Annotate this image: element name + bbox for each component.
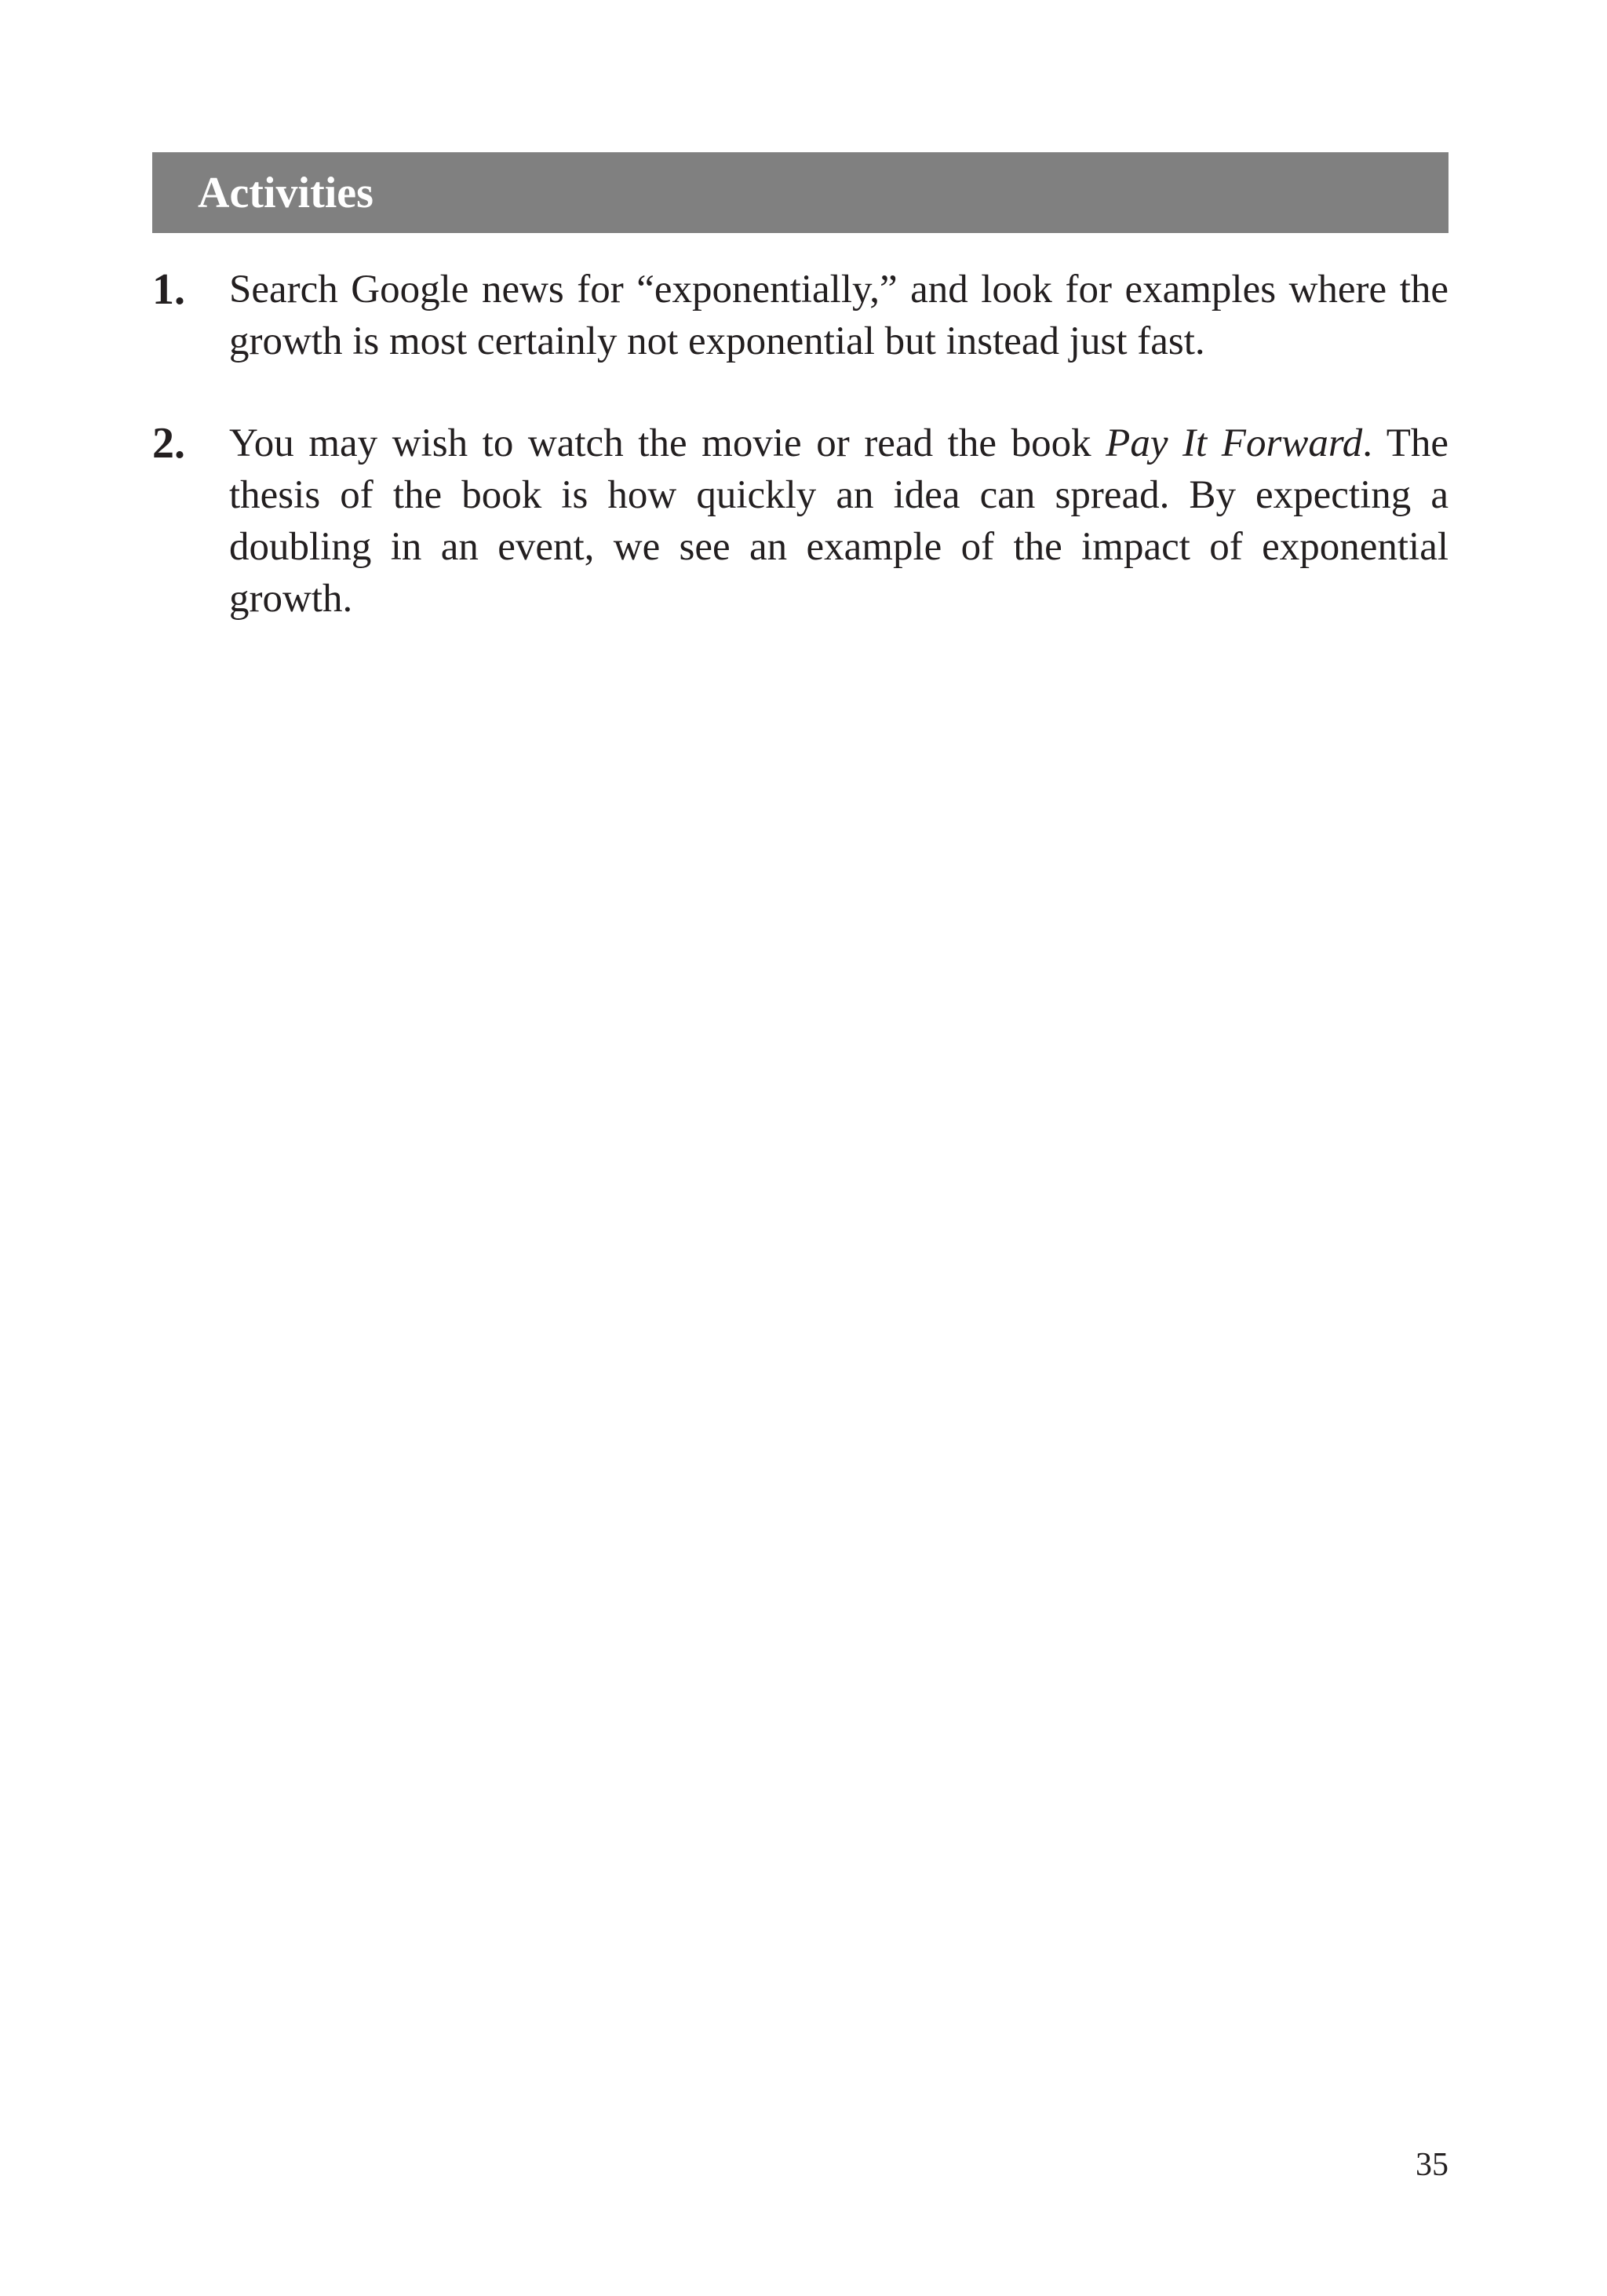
activity-text-after: . The thesis of the book is how quickly an idea can spread. By expecting a doubling in an event, we see an example of the impact of exponential growth.	[229, 421, 1448, 621]
activity-text	[229, 417, 1448, 625]
section-title: Activities	[198, 168, 374, 217]
activity-item	[152, 264, 1448, 367]
book-title: Pay It Forward	[1106, 421, 1363, 465]
page-number: 35	[1416, 2147, 1448, 2183]
activities-list	[152, 264, 1448, 675]
activity-number: 2.	[152, 419, 185, 468]
activity-item	[152, 417, 1448, 625]
activity-number: 1.	[152, 265, 185, 314]
activity-text: Search Google news for “exponentially,” and look for examples where the growth is most certainly not exponential but instead just fast.	[229, 268, 1448, 363]
activity-text-before: You may wish to watch the movie or read the book	[229, 421, 1106, 465]
section-header-bar	[152, 152, 1448, 233]
